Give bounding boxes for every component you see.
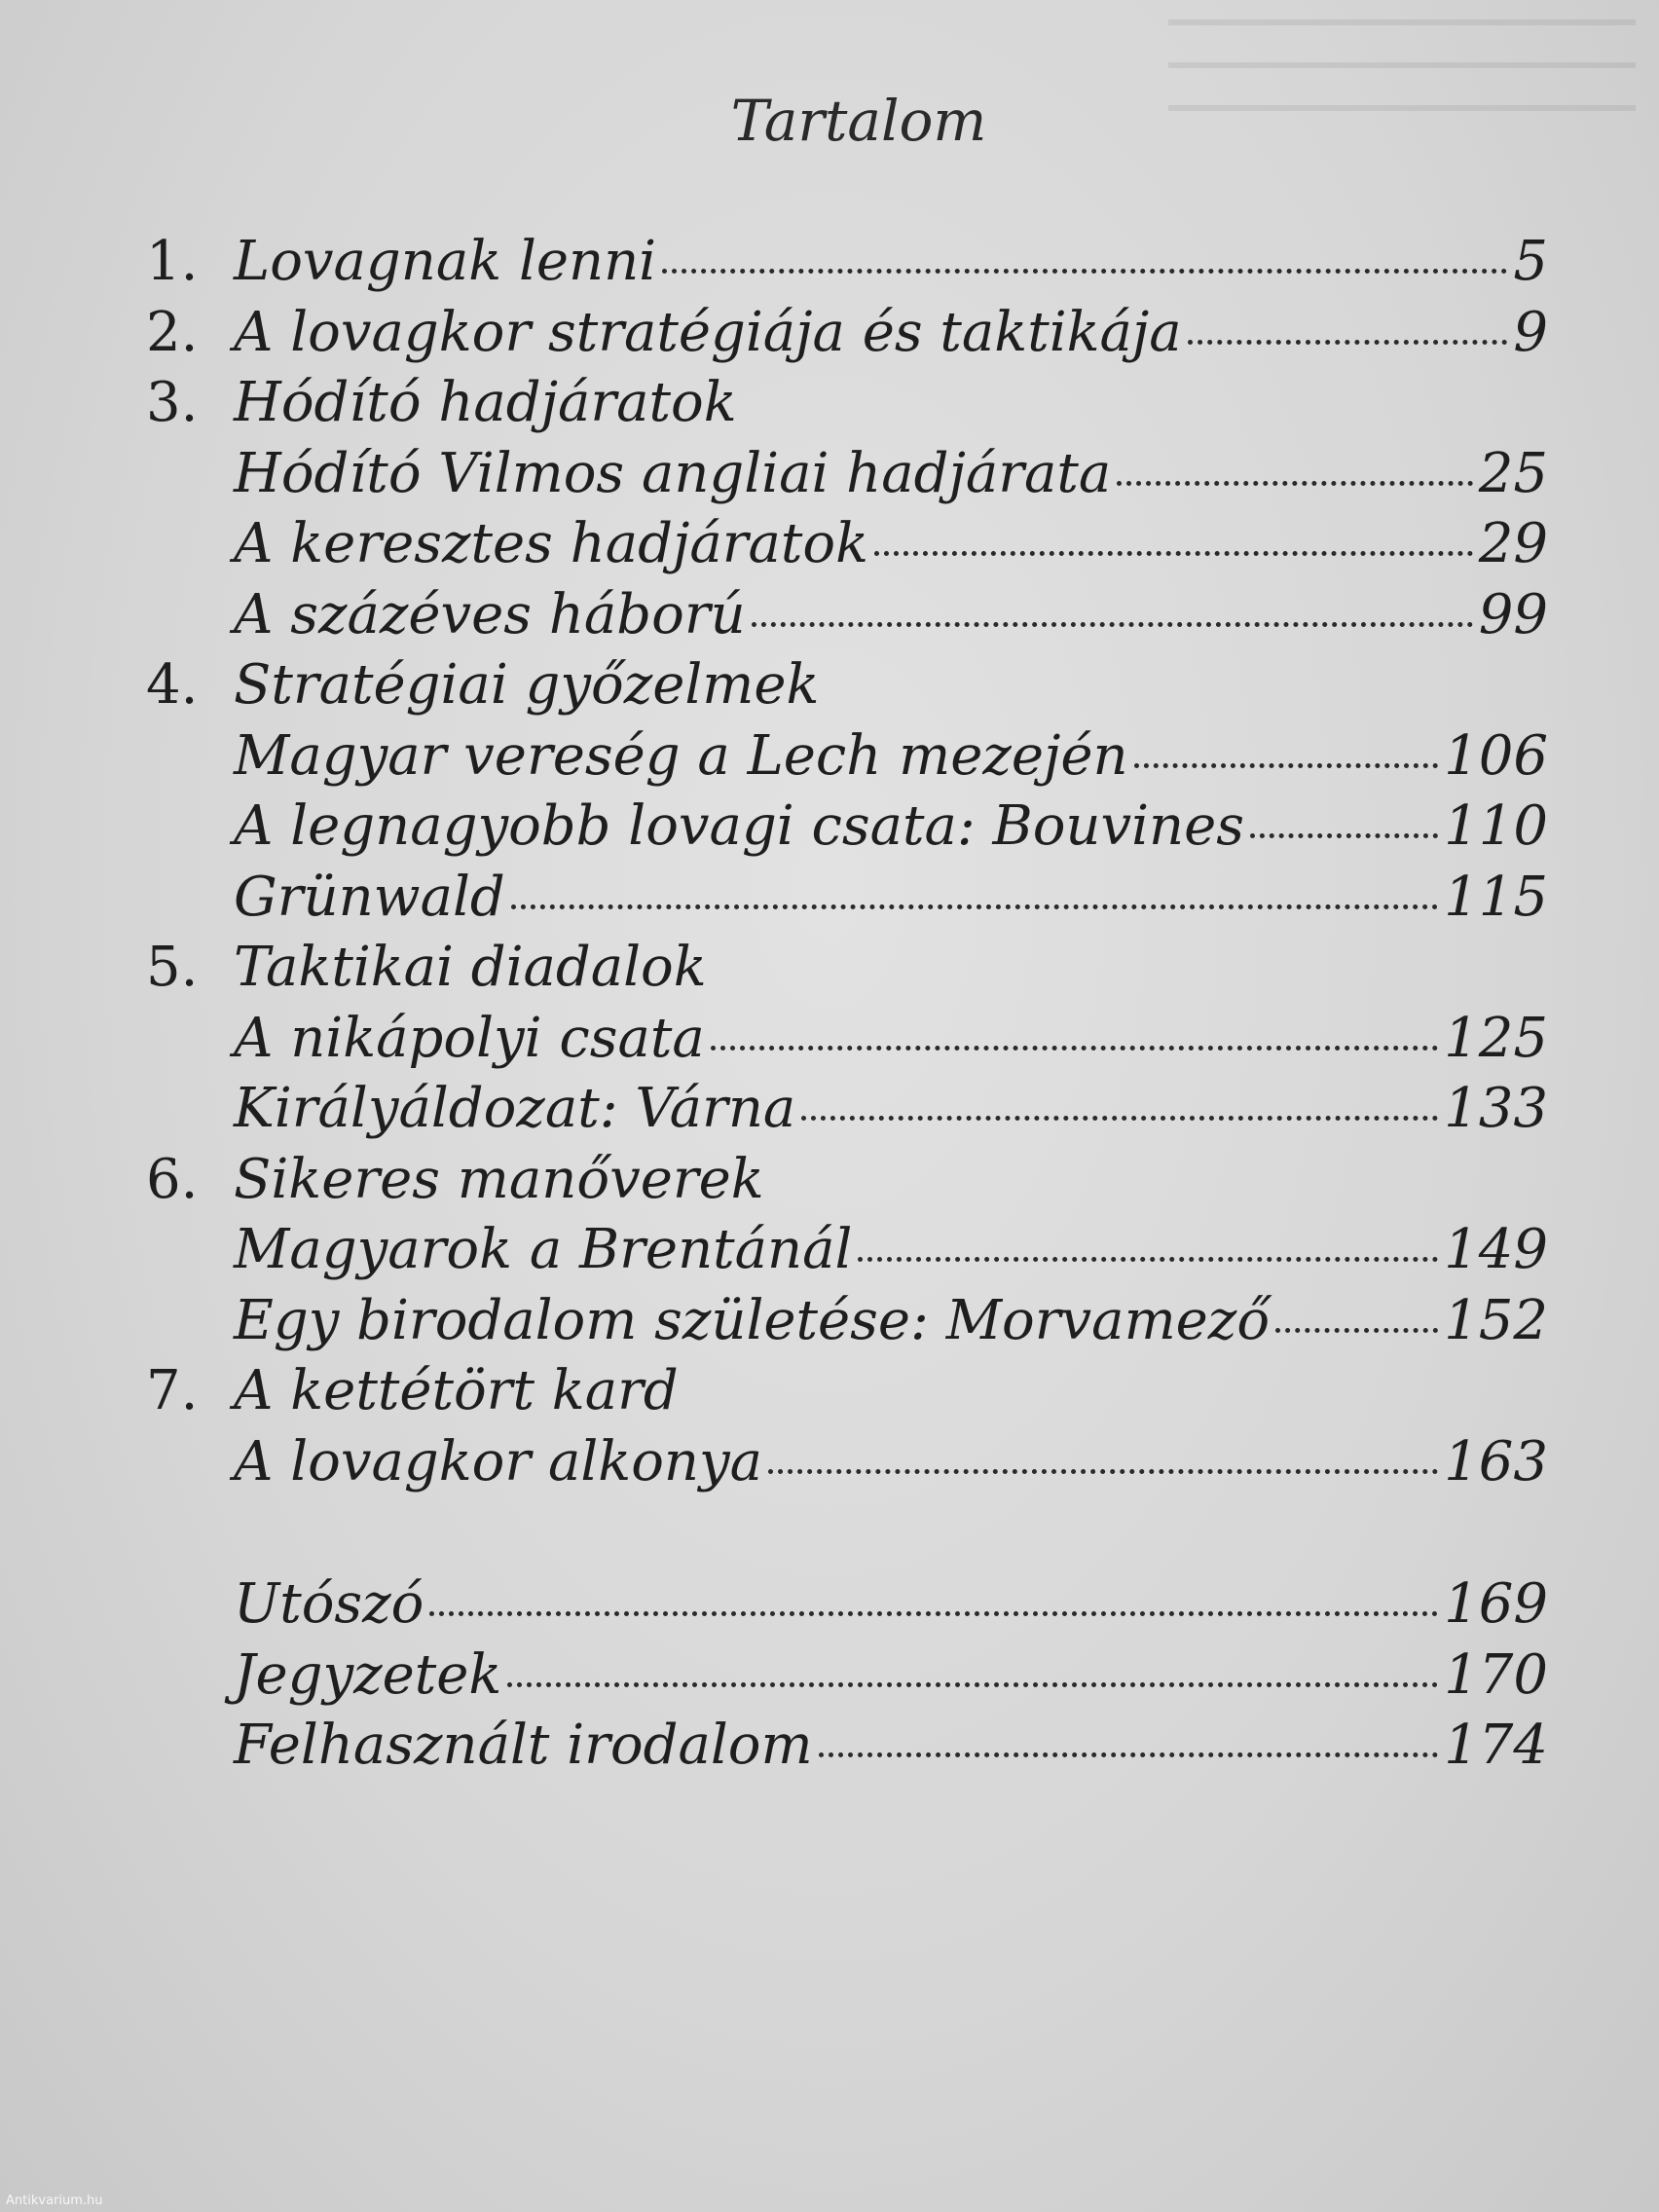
page-number: 149	[1444, 1218, 1548, 1281]
page-title: Tartalom	[730, 88, 987, 154]
entry-title: Lovagnak lenni	[234, 230, 657, 293]
chapter-number: 1.	[146, 230, 199, 293]
entry-title: A százéves háború	[234, 582, 746, 646]
toc-entry	[146, 1077, 1548, 1148]
entry-title: Utószó	[234, 1572, 424, 1636]
entry-title: Hódító hadjáratok	[234, 371, 737, 434]
toc-entry	[146, 512, 1548, 583]
page-number: 174	[1444, 1714, 1548, 1777]
page-number: 5	[1513, 230, 1548, 293]
toc-chapter-heading	[146, 1359, 1548, 1430]
toc-chapter-heading	[146, 653, 1548, 724]
entry-title: A nikápolyi csata	[234, 1006, 705, 1070]
page-number: 29	[1478, 512, 1548, 575]
page-number: 115	[1444, 865, 1548, 929]
toc-entry	[146, 1289, 1548, 1360]
dot-leader	[768, 1469, 1438, 1474]
entry-title: A keresztes hadjáratok	[234, 512, 869, 575]
toc-entry	[146, 301, 1548, 372]
dot-leader	[1134, 763, 1439, 768]
toc-entry	[146, 1430, 1548, 1501]
chapter-number: 5.	[146, 936, 199, 999]
toc-chapter-heading	[146, 1148, 1548, 1219]
toc-chapter-heading	[146, 371, 1548, 442]
toc-entry	[146, 724, 1548, 795]
entry-title: A legnagyobb lovagi csata: Bouvines	[234, 794, 1244, 858]
dot-leader	[858, 1257, 1438, 1262]
chapter-number: 7.	[146, 1359, 199, 1422]
entry-title: A kettétört kard	[234, 1359, 679, 1422]
entry-title: Stratégiai győzelmek	[234, 653, 820, 717]
dot-leader	[1188, 340, 1508, 345]
watermark: Antikvarium.hu	[6, 2194, 103, 2208]
page-number: 133	[1444, 1077, 1548, 1140]
entry-title: A lovagkor alkonya	[234, 1429, 762, 1493]
entry-title: Jegyzetek	[234, 1642, 502, 1707]
toc-entry	[146, 1007, 1548, 1078]
dot-leader	[801, 1116, 1438, 1121]
toc-entry	[146, 442, 1548, 513]
page-number: 25	[1478, 441, 1548, 505]
back-matter-entry	[146, 1572, 1548, 1643]
page-number: 106	[1444, 723, 1548, 788]
toc-entry	[146, 230, 1548, 301]
toc-chapter-heading	[146, 936, 1548, 1007]
page-number: 170	[1444, 1642, 1548, 1707]
dot-leader	[507, 1682, 1438, 1687]
page-number: 125	[1444, 1006, 1548, 1070]
toc-entry	[146, 1218, 1548, 1289]
chapter-number: 6.	[146, 1147, 199, 1211]
page-number: 9	[1513, 300, 1548, 364]
page-number: 169	[1444, 1572, 1548, 1636]
entry-title: Egy birodalom születése: Morvamező	[234, 1288, 1271, 1352]
dot-leader	[1275, 1328, 1438, 1333]
dot-leader	[1250, 833, 1438, 838]
entry-title: Magyarok a Brentánál	[234, 1218, 853, 1281]
entry-title: Királyáldozat: Várna	[234, 1077, 796, 1140]
table-of-contents	[146, 230, 1548, 1785]
back-matter-entry	[146, 1714, 1548, 1785]
entry-title: Felhasznált irodalom	[234, 1714, 813, 1777]
dot-leader	[1117, 481, 1472, 486]
page-number: 163	[1444, 1429, 1548, 1493]
entry-title: A lovagkor stratégiája és taktikája	[234, 300, 1182, 364]
toc-entry	[146, 583, 1548, 654]
page-number: 152	[1444, 1288, 1548, 1352]
dot-leader	[874, 551, 1473, 556]
toc-entry	[146, 794, 1548, 866]
entry-title: Taktikai diadalok	[234, 936, 707, 999]
chapter-number: 3.	[146, 371, 199, 434]
dot-leader	[662, 269, 1507, 274]
chapter-number: 4.	[146, 653, 199, 717]
chapter-number: 2.	[146, 300, 199, 364]
dot-leader	[511, 904, 1438, 909]
entry-title: Grünwald	[234, 865, 505, 929]
entry-title: Magyar vereség a Lech mezején	[234, 723, 1128, 788]
dot-leader	[429, 1611, 1438, 1616]
toc-entry	[146, 866, 1548, 937]
entry-title: Hódító Vilmos angliai hadjárata	[234, 441, 1112, 505]
dot-leader	[711, 1046, 1438, 1051]
entry-title: Sikeres manőverek	[234, 1147, 764, 1211]
page-number: 110	[1444, 794, 1548, 858]
dot-leader	[752, 622, 1473, 627]
back-matter-entry	[146, 1643, 1548, 1714]
dot-leader	[819, 1752, 1439, 1757]
page-number: 99	[1478, 582, 1548, 646]
